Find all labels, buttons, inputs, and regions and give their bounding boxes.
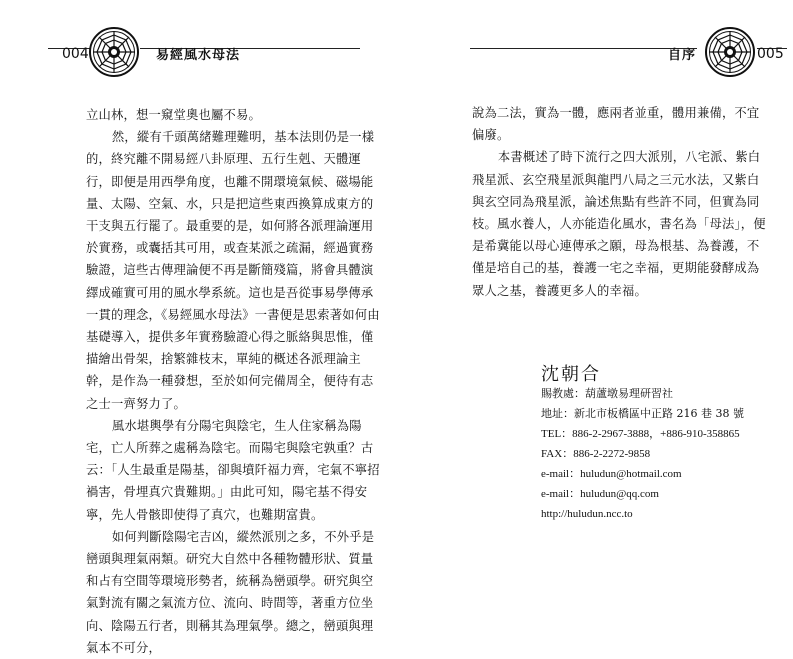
- bagua-emblem-icon-right: [704, 26, 756, 78]
- book-title: 易經風水母法: [156, 48, 241, 63]
- paragraph: 然，縱有千頭萬緒難理難明，基本法則仍是一樣的，終究離不開易經八卦原理、五行生剋、天體運行，即便是用西學角度，也離不開環境氣候、磁場能量、太陽、空氣、水，只是把這些東西換算成東方的干支與五行罷了。最重要的是，如何將各派理論運用於實務，或囊括其可用，或查某派之疏漏，經過實務驗證，這些古傳理論便不再是斷簡殘篇，將會具體演繹成確實可用的風水學系統。這也是吾從事易學傳承一貫的理念，《易經風水母法》一書便是思索著如何由基礎導入，提供多年實務驗證心得之脈絡與思惟，僅描繪出骨架，捨繁雜枝末，單純的概述各派理論主幹，是作為一種發想，至於如何完備周全，便待有志之士一齊努力了。: [86, 130, 380, 411]
- bagua-emblem-icon: [88, 26, 140, 78]
- contact-line-address-club: 賜教處：葫蘆墩易理研習社: [541, 387, 673, 400]
- contact-line-email: e-mail：huludun@hotmail.com: [541, 468, 682, 480]
- contact-line-tel: TEL：886-2-2967-3888，+886-910-358865: [541, 428, 740, 440]
- contact-info: [541, 384, 744, 524]
- contact-line-address: 地址：新北市板橋區中正路 216 巷 38 號: [541, 407, 744, 420]
- right-column-text: [472, 102, 770, 302]
- paragraph: 本書概述了時下流行之四大派別，八宅派、紫白飛星派、玄空飛星派與龍門八局之三元水法，又紫白與玄空同為飛星派，論述焦點有些許不同，但實為同枝。風水養人，人亦能造化風水，書名為「母法」，便是希冀能以母心連傳承之願，母為根基、為養護，不僅是培自己的基，養護一宅之幸福，更期能發酵成為眾人之基，養護更多人的幸福。: [472, 150, 766, 298]
- contact-line-website: http://huludun.ncc.to: [541, 508, 633, 520]
- left-page-number: 004: [62, 46, 89, 62]
- section-title: 自序: [668, 48, 697, 63]
- left-column-text: [86, 104, 382, 659]
- contact-line-email-2: e-mail：huludun@qq.com: [541, 488, 659, 500]
- paragraph: 風水堪輿學有分陽宅與陰宅，生人住家稱為陽宅，亡人所葬之處稱為陰宅。而陽宅與陰宅孰重？古云：「人生最重是陽基，卻與墳阡福力齊，宅氣不寧招禍害，骨埋真穴貴難期。」由此可知，陽宅基不得安寧，先人骨骸即使得了真穴，也難期富貴。: [86, 418, 380, 522]
- paragraph: 如何判斷陰陽宅吉凶，縱然派別之多，不外乎是巒頭與理氣兩類。研究大自然中各種物體形狀、質量和占有空間等環境形勢者，統稱為巒頭學。研究與空氣對流有關之氣流方位、流向、時間等，著重方位坐向、陰陽五行者，則稱其為理氣學。總之，巒頭與理氣本不可分，: [86, 529, 375, 655]
- paragraph: 說為二法，實為一體，應兩者並重，體用兼備，不宜偏廢。: [472, 106, 760, 143]
- paragraph: 立山林，想一窺堂奧也屬不易。: [86, 108, 261, 122]
- contact-line-fax: FAX：886-2-2272-9858: [541, 448, 651, 460]
- author-name: 沈朝合: [541, 364, 601, 385]
- right-header-rule: [470, 48, 697, 49]
- right-page-number: 005: [757, 46, 784, 62]
